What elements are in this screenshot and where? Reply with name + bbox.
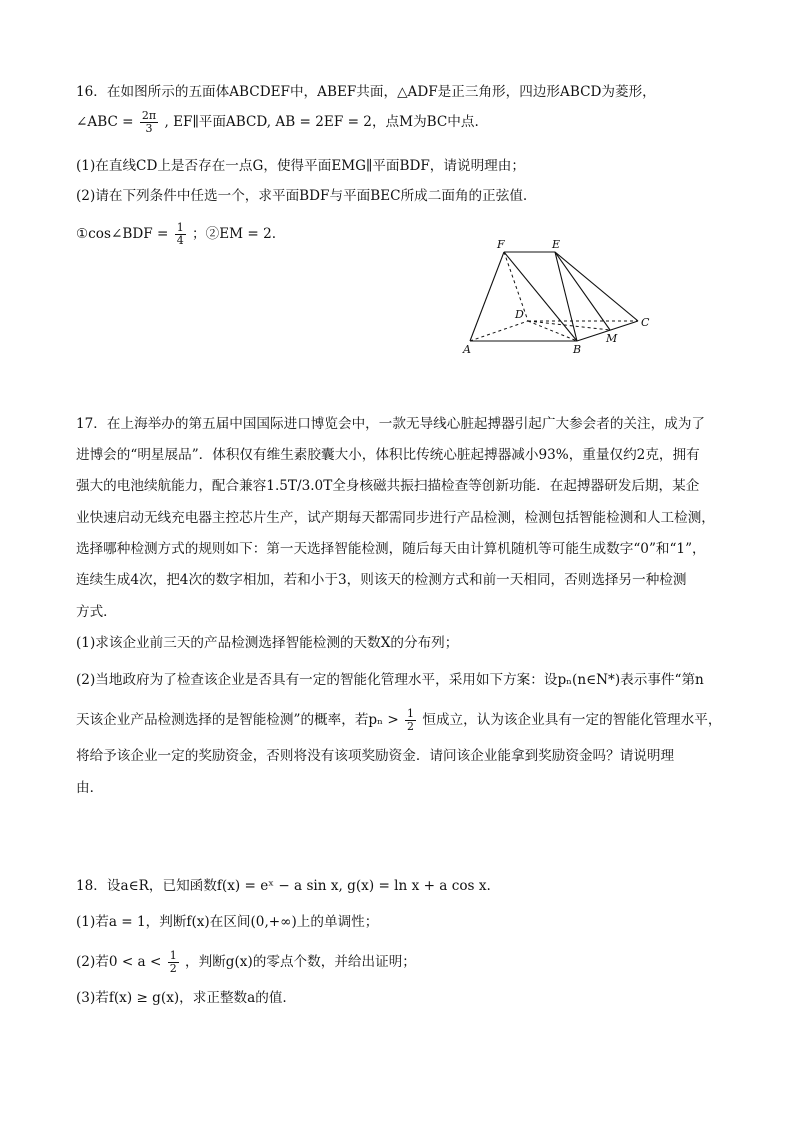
q17-line-5: 选择哪种检测方式的规则如下：第一天选择智能检测，随后每天由计算机随机等可能生成数字“0”和“1”，	[76, 541, 706, 557]
q16-line-2	[76, 110, 479, 135]
label-B: B	[573, 343, 582, 356]
q17-part-2: (2)当地政府为了检查该企业是否具有一定的智能化管理水平，采用如下方案：设pₙ(n∈N*)表示事件“第n	[76, 672, 704, 688]
q17-line-11: 将给予该企业一定的奖励资金，否则将没有该项奖励资金．请问该企业能拿到奖励资金吗？请说明理	[76, 748, 675, 764]
q17-line-3: 强大的电池续航能力，配合兼容1.5T/3.0T全身核磁共振扫描检查等创新功能．在起搏器研发后期，某企	[76, 478, 700, 494]
q16-conditions: , EF∥平面ABCD, AB = 2EF = 2，点M为BC中点.	[164, 114, 479, 130]
q16-options: ①cos∠BDF = $\frac{1}{4}$ ；②EM = 2.	[76, 221, 277, 247]
q17-line-1: 17．在上海举办的第五届中国国际进口博览会中，一款无导线心脏起搏器引起广大参会者的关注，成为了	[76, 416, 706, 432]
q16-part-2: (2)请在下列条件中任选一个，求平面BDF与平面BEC所成二面角的正弦值.	[76, 188, 528, 204]
q17-line-6: 连续生成4次，把4次的数字相加，若和小于3，则该天的检测方式和前一天相同，否则选择另一种检测	[76, 572, 687, 588]
q17-fraction: $\frac{1}{2}$	[407, 707, 415, 733]
q16-angle-label: ∠ABC =	[76, 114, 134, 130]
label-D: D	[515, 308, 524, 321]
q17-line-2: 进博会的“明星展品”．体积仅有维生素胶囊大小，体积比传统心脏起搏器减小93%，重量仅约2克，拥有	[76, 447, 700, 463]
label-M: M	[606, 332, 618, 345]
q18-part-2: (2)若0 < a < $\frac{1}{2}$ ，判断g(x)的零点个数，并给出证明；	[76, 949, 416, 975]
pentahedron-figure	[455, 235, 665, 360]
q17-line-4: 业快速启动无线充电器主控芯片生产，试产期每天都需同步进行产品检测，检测包括智能检测和人工检测，	[76, 510, 715, 526]
q18-line-1: 18．设a∈R，已知函数f(x) = eˣ − a sin x, g(x) = ln x + a cos x.	[76, 878, 491, 894]
q18-part-3: (3)若f(x) ≥ g(x)，求正整数a的值.	[76, 990, 287, 1006]
q16-fraction: $\frac{2\pi}{3}$	[141, 109, 157, 135]
label-C: C	[641, 316, 650, 329]
label-A: A	[463, 343, 471, 356]
q17-line-7: 方式．	[76, 604, 117, 620]
q16-part-1: (1)在直线CD上是否存在一点G，使得平面EMG∥平面BDF，请说明理由；	[76, 158, 525, 174]
q17-line-12: 由．	[76, 780, 104, 796]
label-F: F	[497, 238, 505, 251]
q18-part-1: (1)若a = 1，判断f(x)在区间(0,+∞)上的单调性；	[76, 914, 379, 930]
label-E: E	[552, 238, 561, 251]
q17-part-1: (1)求该企业前三天的产品检测选择智能检测的天数X的分布列；	[76, 635, 459, 651]
q17-line-10: 天该企业产品检测选择的是智能检测”的概率，若pₙ > $\frac{1}{2}$ 恒成立，认为该企业具有一定的智能化管理水平，	[76, 707, 722, 733]
q18-fraction: $\frac{1}{2}$	[169, 949, 177, 975]
q16-option-fraction: $\frac{1}{4}$	[176, 221, 184, 247]
q16-line-1: 16．在如图所示的五面体ABCDEF中，ABEF共面，△ADF是正三角形，四边形ABCD为菱形，	[76, 84, 656, 100]
